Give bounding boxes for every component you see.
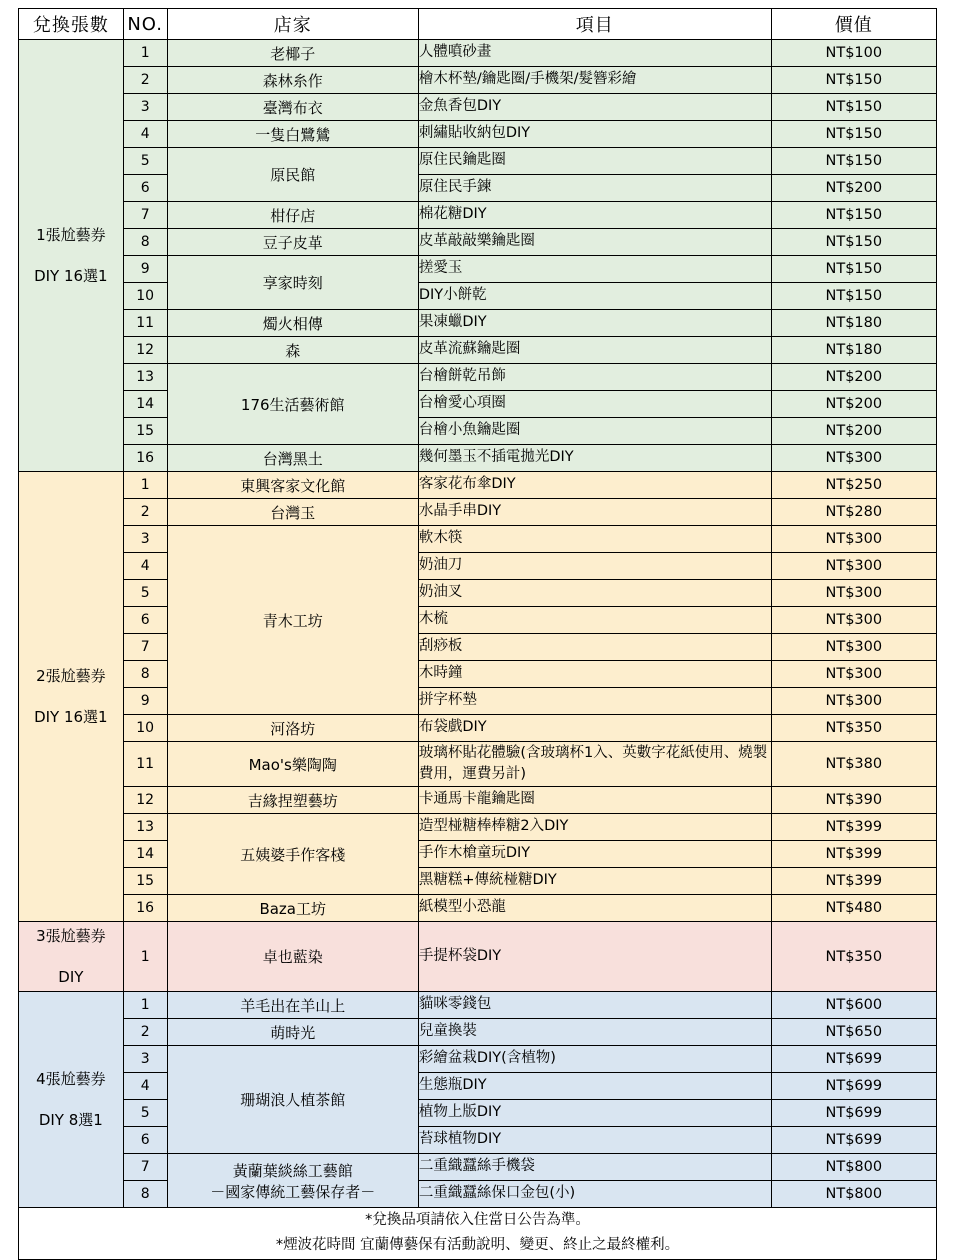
footnotes (19, 1208, 937, 1260)
item-price: NT$699 (771, 1127, 936, 1154)
table-row (19, 1127, 937, 1154)
voucher-table-body (19, 9, 937, 1260)
item-price: NT$800 (771, 1154, 936, 1181)
shop-name-text: 東興客家文化館 (240, 476, 346, 495)
row-number: 3 (123, 1046, 167, 1073)
table-row (19, 67, 937, 94)
shop-name (167, 472, 418, 499)
item-price: NT$399 (771, 868, 936, 895)
row-number: 7 (123, 1154, 167, 1181)
group-label-line: DIY 8選1 (38, 1110, 103, 1129)
table-row (19, 391, 937, 418)
shop-name (167, 1046, 418, 1154)
row-number: 3 (123, 94, 167, 121)
shop-name (167, 1019, 418, 1046)
item-description: 黑糖糕+傳統椪糖DIY (418, 868, 771, 895)
item-description: 植物上版DIY (418, 1100, 771, 1127)
group-label-spacer (19, 1094, 123, 1106)
table-row (19, 40, 937, 67)
item-description: 布袋戲DIY (418, 715, 771, 742)
shop-name (167, 310, 418, 337)
shop-name (167, 895, 418, 922)
item-price: NT$300 (771, 526, 936, 553)
table-row (19, 1100, 937, 1127)
table-row (19, 922, 937, 992)
group-label-2 (19, 472, 124, 922)
shop-name-text: 青木工坊 (262, 611, 323, 630)
item-price: NT$150 (771, 256, 936, 283)
item-price: NT$200 (771, 418, 936, 445)
item-description: 木梳 (418, 607, 771, 634)
table-row (19, 992, 937, 1019)
item-description: 拼字杯墊 (418, 688, 771, 715)
table-row (19, 310, 937, 337)
item-price: NT$100 (771, 40, 936, 67)
shop-name-text: Mao's樂陶陶 (248, 755, 337, 774)
item-price: NT$300 (771, 580, 936, 607)
row-number: 10 (123, 715, 167, 742)
shop-name (167, 256, 418, 310)
shop-name-text: 河洛坊 (270, 719, 316, 738)
item-price: NT$350 (771, 922, 936, 992)
table-row (19, 148, 937, 175)
shop-name (167, 715, 418, 742)
shop-name-text: 黃蘭葉緂絲工藝館 (232, 1161, 353, 1180)
shop-name-text: 森 (285, 341, 301, 360)
shop-name (167, 787, 418, 814)
group-label-line: DIY (58, 967, 84, 986)
shop-name-text: 萌時光 (270, 1023, 316, 1042)
item-price: NT$380 (771, 742, 936, 787)
row-number: 3 (123, 526, 167, 553)
item-price: NT$480 (771, 895, 936, 922)
row-number: 13 (123, 364, 167, 391)
row-number: 2 (123, 499, 167, 526)
item-description: 彩繪盆栽DIY(含植物) (418, 1046, 771, 1073)
item-description: 貓咪零錢包 (418, 992, 771, 1019)
shop-name (167, 229, 418, 256)
table-row (19, 337, 937, 364)
footnote-line: *兌換品項請依入住當日公告為準。 (365, 1212, 590, 1228)
table-row (19, 607, 937, 634)
header-item: 項目 (418, 9, 771, 40)
shop-name-text: 一隻白鷺鷥 (255, 125, 331, 144)
table-row (19, 1154, 937, 1181)
table-row (19, 1046, 937, 1073)
item-description: 生態瓶DIY (418, 1073, 771, 1100)
item-description: 搓愛玉 (418, 256, 771, 283)
row-number: 1 (123, 40, 167, 67)
shop-name-text: 台灣黑土 (262, 449, 323, 468)
item-description: 檜木杯墊/鑰匙圈/手機架/髮簪彩繪 (418, 67, 771, 94)
row-number: 7 (123, 634, 167, 661)
item-description: 果凍蠟DIY (418, 310, 771, 337)
group-label-spacer (19, 250, 123, 262)
item-price: NT$250 (771, 472, 936, 499)
row-number: 2 (123, 1019, 167, 1046)
table-row (19, 553, 937, 580)
group-label-4 (19, 992, 124, 1208)
table-row (19, 445, 937, 472)
group-label-line: 3張尬藝券 (36, 927, 106, 945)
row-number: 12 (123, 337, 167, 364)
table-row (19, 472, 937, 499)
shop-name (167, 499, 418, 526)
header-shop: 店家 (167, 9, 418, 40)
row-number: 5 (123, 148, 167, 175)
item-price: NT$350 (771, 715, 936, 742)
shop-name-subtitle: －國家傳統工藝保存者－ (210, 1182, 376, 1201)
item-price: NT$399 (771, 814, 936, 841)
shop-name-text: 享家時刻 (262, 274, 323, 292)
row-number: 1 (123, 992, 167, 1019)
item-description: 木時鐘 (418, 661, 771, 688)
table-row (19, 364, 937, 391)
table-row (19, 715, 937, 742)
row-number: 8 (123, 1181, 167, 1208)
item-price: NT$280 (771, 499, 936, 526)
item-description: 台檜小魚鑰匙圈 (418, 418, 771, 445)
item-price: NT$180 (771, 337, 936, 364)
item-price: NT$150 (771, 67, 936, 94)
row-number: 4 (123, 553, 167, 580)
group-label-line: 2張尬藝券 (36, 667, 106, 685)
item-price: NT$399 (771, 841, 936, 868)
item-price: NT$300 (771, 661, 936, 688)
shop-name (167, 67, 418, 94)
row-number: 6 (123, 607, 167, 634)
item-description: 軟木筷 (418, 526, 771, 553)
shop-name-text: 五姨婆手作客棧 (240, 845, 346, 864)
row-number: 13 (123, 814, 167, 841)
group-label-1 (19, 40, 124, 472)
item-price: NT$150 (771, 283, 936, 310)
shop-name (167, 1154, 418, 1208)
item-price: NT$300 (771, 607, 936, 634)
voucher-table (18, 8, 937, 1260)
shop-name-text: 台灣玉 (270, 503, 316, 522)
row-number: 6 (123, 175, 167, 202)
item-description: 玻璃杯貼花體驗(含玻璃杯1入、英數字花紙使用、燒製費用，運費另計) (418, 742, 771, 787)
shop-name-text: 原民館 (270, 166, 316, 184)
item-description: 客家花布傘DIY (418, 472, 771, 499)
shop-name (167, 742, 418, 787)
shop-name (167, 445, 418, 472)
table-row (19, 1019, 937, 1046)
item-description: 原住民手鍊 (418, 175, 771, 202)
row-number: 15 (123, 868, 167, 895)
shop-name-text: 柑仔店 (270, 206, 316, 225)
item-price: NT$699 (771, 1100, 936, 1127)
item-description: 金魚香包DIY (418, 94, 771, 121)
row-number: 7 (123, 202, 167, 229)
shop-name (167, 94, 418, 121)
header-voucher-count: 兌換張數 (19, 9, 124, 40)
shop-name-text: 珊瑚浪人植茶館 (240, 1091, 346, 1109)
item-price: NT$150 (771, 121, 936, 148)
shop-name (167, 40, 418, 67)
item-description: 兒童換裝 (418, 1019, 771, 1046)
table-row (19, 688, 937, 715)
shop-name (167, 202, 418, 229)
shop-name (167, 121, 418, 148)
table-row (19, 229, 937, 256)
table-row (19, 841, 937, 868)
table-row (19, 814, 937, 841)
item-price: NT$600 (771, 992, 936, 1019)
table-row (19, 202, 937, 229)
item-price: NT$150 (771, 202, 936, 229)
shop-name (167, 526, 418, 715)
shop-name (167, 337, 418, 364)
table-row (19, 661, 937, 688)
row-number: 8 (123, 661, 167, 688)
shop-name-text: 燭火相傳 (262, 314, 323, 333)
item-price: NT$180 (771, 310, 936, 337)
table-header-row (19, 9, 937, 40)
item-description: 人體噴砂畫 (418, 40, 771, 67)
shop-name-text: 豆子皮革 (262, 233, 323, 252)
row-number: 14 (123, 391, 167, 418)
group-label-line: DIY 16選1 (34, 266, 108, 285)
group-label-line: DIY 16選1 (34, 707, 108, 726)
item-description: 奶油刀 (418, 553, 771, 580)
group-label-line: 4張尬藝券 (36, 1070, 106, 1088)
group-label-spacer (19, 691, 123, 703)
table-row (19, 895, 937, 922)
item-price: NT$150 (771, 229, 936, 256)
row-number: 9 (123, 256, 167, 283)
table-row (19, 121, 937, 148)
shop-name-text: 176生活藝術館 (240, 395, 345, 414)
header-no: NO. (123, 9, 167, 40)
row-number: 8 (123, 229, 167, 256)
item-description: 水晶手串DIY (418, 499, 771, 526)
row-number: 16 (123, 895, 167, 922)
header-price: 價值 (771, 9, 936, 40)
table-row (19, 1181, 937, 1208)
row-number: 12 (123, 787, 167, 814)
item-description: 二重織蠶絲保口金包(小) (418, 1181, 771, 1208)
row-number: 1 (123, 922, 167, 992)
row-number: 15 (123, 418, 167, 445)
item-description: 苔球植物DIY (418, 1127, 771, 1154)
item-price: NT$300 (771, 445, 936, 472)
row-number: 11 (123, 310, 167, 337)
table-row (19, 742, 937, 787)
row-number: 14 (123, 841, 167, 868)
shop-name-text: 羊毛出在羊山上 (240, 996, 346, 1015)
item-description: 皮革敲敲樂鑰匙圈 (418, 229, 771, 256)
item-description: 刺繡貼收納包DIY (418, 121, 771, 148)
item-description: 棉花糖DIY (418, 202, 771, 229)
item-description: DIY小餅乾 (418, 283, 771, 310)
table-row (19, 94, 937, 121)
row-number: 1 (123, 472, 167, 499)
row-number: 9 (123, 688, 167, 715)
footnote-row (19, 1208, 937, 1260)
item-description: 奶油叉 (418, 580, 771, 607)
shop-name (167, 814, 418, 895)
table-row (19, 499, 937, 526)
shop-name-text: 森林糸作 (262, 71, 323, 90)
table-row (19, 526, 937, 553)
item-description: 造型椪糖棒棒糖2入DIY (418, 814, 771, 841)
row-number: 6 (123, 1127, 167, 1154)
shop-name-text: 卓也藍染 (262, 948, 323, 966)
item-price: NT$200 (771, 364, 936, 391)
table-row (19, 580, 937, 607)
item-description: 台檜愛心項圈 (418, 391, 771, 418)
item-description: 幾何墨玉不插電拋光DIY (418, 445, 771, 472)
row-number: 4 (123, 121, 167, 148)
item-description: 二重織蠶絲手機袋 (418, 1154, 771, 1181)
row-number: 16 (123, 445, 167, 472)
item-description: 原住民鑰匙圈 (418, 148, 771, 175)
group-label-3 (19, 922, 124, 992)
shop-name-text: 臺灣布衣 (262, 98, 323, 117)
table-row (19, 256, 937, 283)
shop-name (167, 992, 418, 1019)
table-row (19, 1073, 937, 1100)
table-row (19, 868, 937, 895)
item-price: NT$699 (771, 1073, 936, 1100)
table-row (19, 634, 937, 661)
row-number: 11 (123, 742, 167, 787)
item-price: NT$650 (771, 1019, 936, 1046)
item-price: NT$150 (771, 148, 936, 175)
item-price: NT$300 (771, 634, 936, 661)
group-label-spacer (19, 951, 123, 963)
row-number: 4 (123, 1073, 167, 1100)
table-row (19, 283, 937, 310)
item-price: NT$300 (771, 553, 936, 580)
item-price: NT$300 (771, 688, 936, 715)
item-description: 紙模型小恐龍 (418, 895, 771, 922)
table-row (19, 787, 937, 814)
shop-name (167, 922, 418, 992)
row-number: 5 (123, 1100, 167, 1127)
item-price: NT$699 (771, 1046, 936, 1073)
shop-name (167, 148, 418, 202)
item-price: NT$800 (771, 1181, 936, 1208)
item-description: 台檜餅乾吊飾 (418, 364, 771, 391)
table-row (19, 175, 937, 202)
table-row (19, 418, 937, 445)
item-price: NT$390 (771, 787, 936, 814)
item-description: 手作木槍童玩DIY (418, 841, 771, 868)
shop-name-text: Baza工坊 (259, 899, 327, 918)
row-number: 2 (123, 67, 167, 94)
item-description: 手提杯袋DIY (418, 922, 771, 992)
item-price: NT$200 (771, 175, 936, 202)
row-number: 10 (123, 283, 167, 310)
item-description: 皮革流蘇鑰匙圈 (418, 337, 771, 364)
shop-name-text: 老椰子 (270, 44, 316, 63)
item-description: 卡通馬卡龍鑰匙圈 (418, 787, 771, 814)
item-price: NT$200 (771, 391, 936, 418)
item-price: NT$150 (771, 94, 936, 121)
row-number: 5 (123, 580, 167, 607)
shop-name (167, 364, 418, 445)
group-label-line: 1張尬藝券 (36, 226, 106, 244)
item-description: 刮痧板 (418, 634, 771, 661)
shop-name-text: 吉緣捏塑藝坊 (247, 791, 338, 810)
footnote-line: *煙波花時間 宜蘭傳藝保有活動說明、變更、終止之最終權利。 (275, 1237, 680, 1254)
